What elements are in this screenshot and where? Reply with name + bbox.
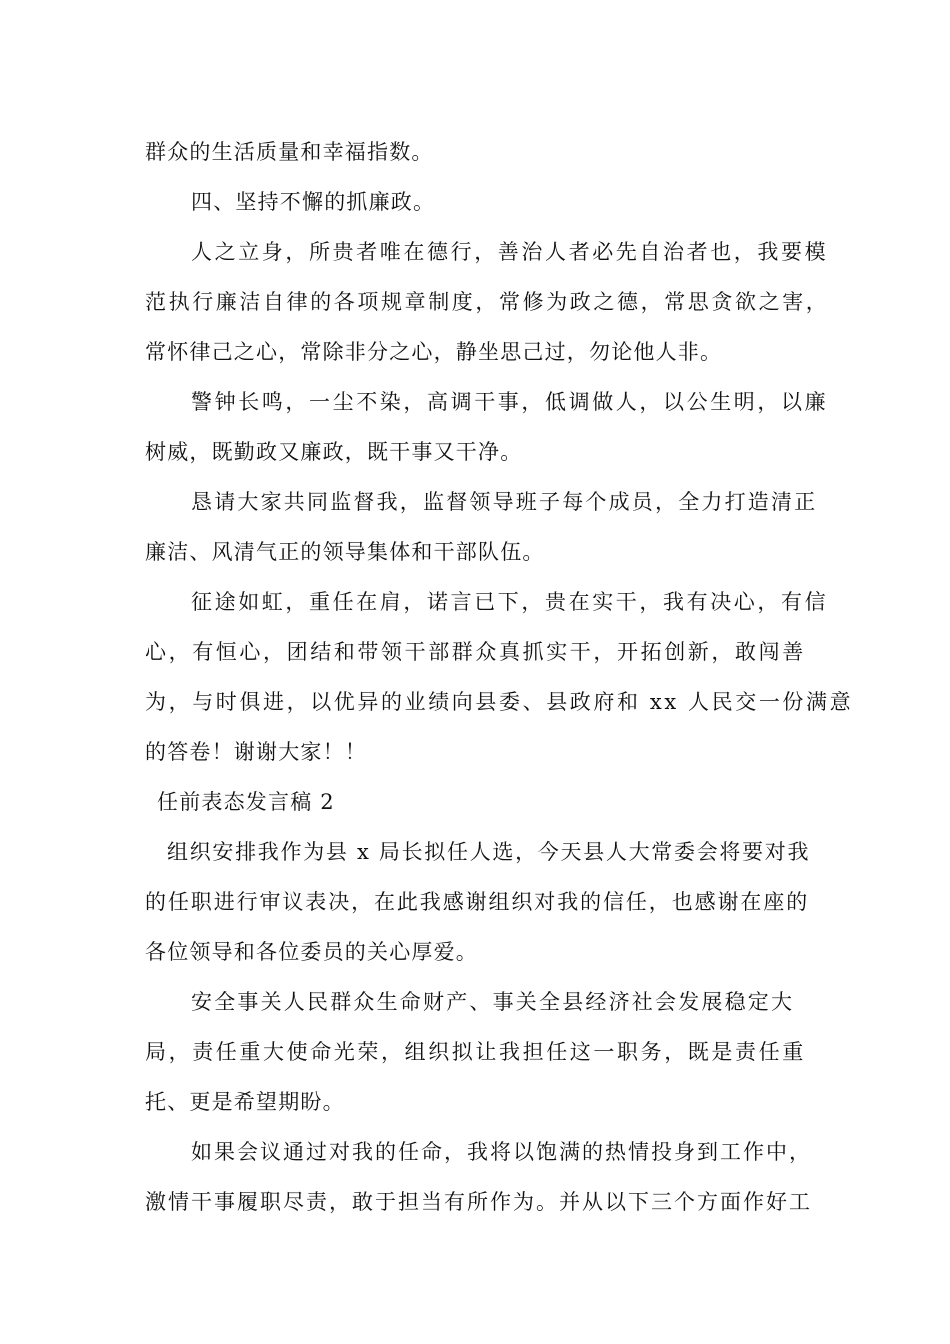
paragraph-line: 如果会议通过对我的任命，我将以饱满的热情投身到工作中， [191,1140,812,1164]
paragraph-line: 人之立身，所贵者唯在德行，善治人者必先自治者也，我要模 [191,240,829,264]
paragraph-line: 恳请大家共同监督我，监督领导班子每个成员，全力打造清正 [191,490,818,514]
paragraph-line: 托、更是希望期盼。 [145,1090,345,1114]
paragraph-line: 组织安排我作为县 x 局长拟任人选，今天县人大常委会将要对我 [167,840,811,864]
paragraph-line: 的任职进行审议表决，在此我感谢组织对我的信任，也感谢在座的 [145,890,810,914]
section-heading: 四、坚持不懈的抓廉政。 [191,190,436,214]
paragraph-line: 安全事关人民群众生命财产、事关全县经济社会发展稳定大 [191,990,795,1014]
paragraph-line: 廉洁、风清气正的领导集体和干部队伍。 [145,540,545,564]
paragraph-line: 激情干事履职尽责，敢于担当有所作为。并从以下三个方面作好工 [145,1190,812,1214]
paragraph-line: 的答卷！谢谢大家！！ [145,740,367,764]
paragraph-line: 各位领导和各位委员的关心厚爱。 [145,940,478,964]
paragraph-line: 范执行廉洁自律的各项规章制度，常修为政之德，常思贪欲之害， [145,290,830,314]
document-subtitle: 任前表态发言稿 2 [157,790,335,814]
paragraph-line: 常怀律己之心，常除非分之心，静坐思己过，勿论他人非。 [145,340,723,364]
paragraph-line: 心，有恒心，团结和带领干部群众真抓实干，开拓创新，敢闯善 [145,640,806,664]
paragraph-line: 征途如虹，重任在肩，诺言已下，贵在实干，我有决心，有信 [191,590,829,614]
paragraph-line: 树威，既勤政又廉政，既干事又干净。 [145,440,523,464]
paragraph-line: 局，责任重大使命光荣，组织拟让我担任这一职务，既是责任重 [145,1040,806,1064]
paragraph-line: 为，与时俱进，以优异的业绩向县委、县政府和 xx 人民交一份满意 [145,690,854,714]
paragraph-line: 警钟长鸣，一尘不染，高调干事，低调做人，以公生明，以廉 [191,390,829,414]
paragraph-line: 群众的生活质量和幸福指数。 [145,140,434,164]
